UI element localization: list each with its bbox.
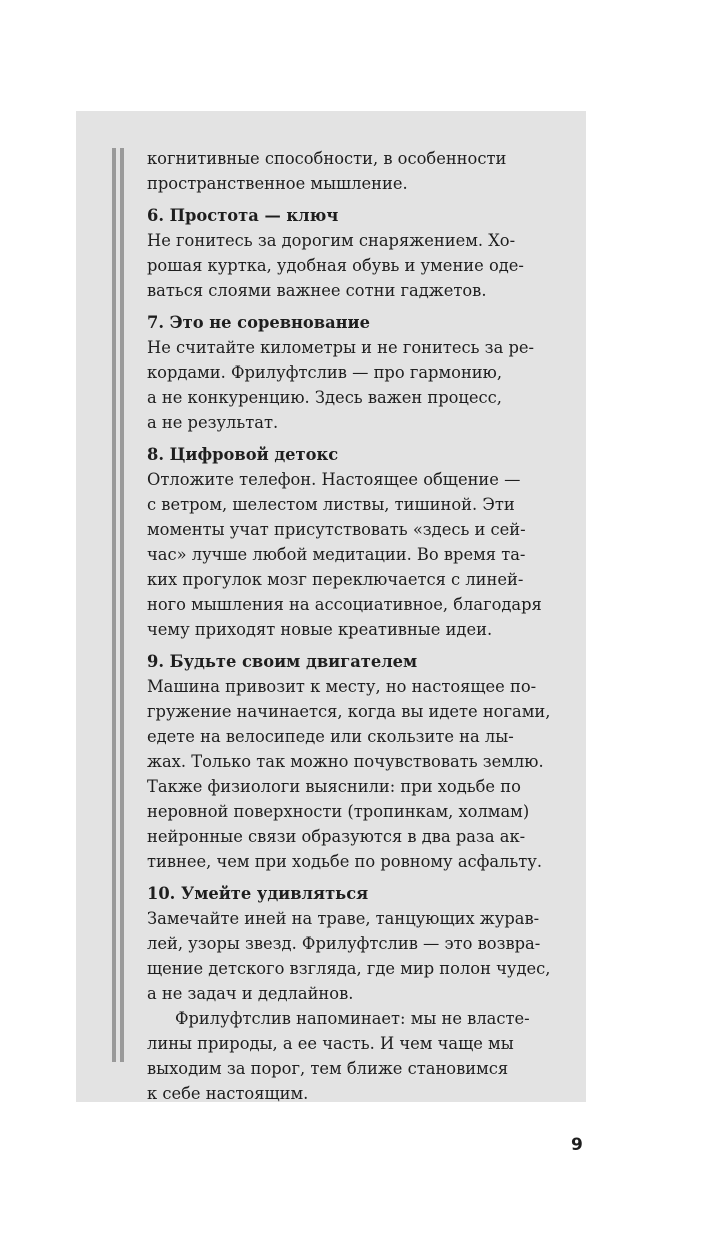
text-line: с ветром, шелестом листвы, тишиной. Эти xyxy=(147,495,515,514)
text-line: ких прогулок мозг переключается с линей- xyxy=(147,570,524,589)
text-line: когнитивные способности, в особенности xyxy=(147,149,507,168)
section-simplicity xyxy=(147,203,577,303)
text-line: а не результат. xyxy=(147,413,279,432)
text-line: жах. Только так можно почувствовать землю. xyxy=(147,752,544,771)
section-digital-detox xyxy=(147,442,577,642)
text-line: рошая куртка, удобная обувь и умение оде- xyxy=(147,256,524,275)
closing-paragraph-line: Фрилуфтслив напоминает: мы не власте- xyxy=(175,1009,530,1028)
text-line: едете на велосипеде или скользите на лы- xyxy=(147,727,514,746)
decorative-bar-right xyxy=(120,148,124,1062)
text-line: щение детского взгляда, где мир полон чудес, xyxy=(147,959,551,978)
closing-paragraph-line: лины природы, а ее часть. И чем чаще мы xyxy=(147,1034,514,1053)
page-number: 9 xyxy=(571,1135,583,1155)
text-line: ного мышления на ассоциативное, благодаря xyxy=(147,595,542,614)
text-line: Не гонитесь за дорогим снаряжением. Хо- xyxy=(147,231,516,250)
section-heading: 10. Умейте удивляться xyxy=(147,884,369,903)
sidebar-text xyxy=(147,146,577,1106)
text-line: нейронные связи образуются в два раза ак- xyxy=(147,827,526,846)
section-own-engine xyxy=(147,649,577,874)
text-line: тивнее, чем при ходьбе по ровному асфальту. xyxy=(147,852,543,871)
section-not-competition xyxy=(147,310,577,435)
text-line: Также физиологи выяснили: при ходьбе по xyxy=(147,777,521,796)
text-line: Отложите телефон. Настоящее общение — xyxy=(147,470,521,489)
section-be-amazed xyxy=(147,881,577,1106)
text-line: пространственное мышление. xyxy=(147,174,408,193)
text-line: Машина привозит к месту, но настоящее по- xyxy=(147,677,537,696)
text-line: чему приходят новые креативные идеи. xyxy=(147,620,493,639)
text-line: Замечайте иней на траве, танцующих журав- xyxy=(147,909,540,928)
decorative-bar-left xyxy=(112,148,116,1062)
text-line: лей, узоры звезд. Фрилуфтслив — это возвра- xyxy=(147,934,541,953)
text-line: а не задач и дедлайнов. xyxy=(147,984,354,1003)
text-line: ваться слоями важнее сотни гаджетов. xyxy=(147,281,487,300)
closing-paragraph-line: выходим за порог, тем ближе становимся xyxy=(147,1059,509,1078)
text-line: а не конкуренцию. Здесь важен процесс, xyxy=(147,388,502,407)
text-line: Не считайте километры и не гонитесь за ре- xyxy=(147,338,535,357)
text-line: неровной поверхности (тропинкам, холмам) xyxy=(147,802,530,821)
text-line: гружение начинается, когда вы идете ногами, xyxy=(147,702,551,721)
closing-paragraph-line: к себе настоящим. xyxy=(147,1084,309,1103)
text-line: кордами. Фрилуфтслив — про гармонию, xyxy=(147,363,502,382)
section-heading: 6. Простота — ключ xyxy=(147,206,339,225)
section-heading: 7. Это не соревнование xyxy=(147,313,370,332)
section-heading: 8. Цифровой детокс xyxy=(147,445,339,464)
text-line: час» лучше любой медитации. Во время та- xyxy=(147,545,526,564)
intro-block xyxy=(147,146,577,196)
section-heading: 9. Будьте своим двигателем xyxy=(147,652,418,671)
text-line: моменты учат присутствовать «здесь и сей- xyxy=(147,520,526,539)
